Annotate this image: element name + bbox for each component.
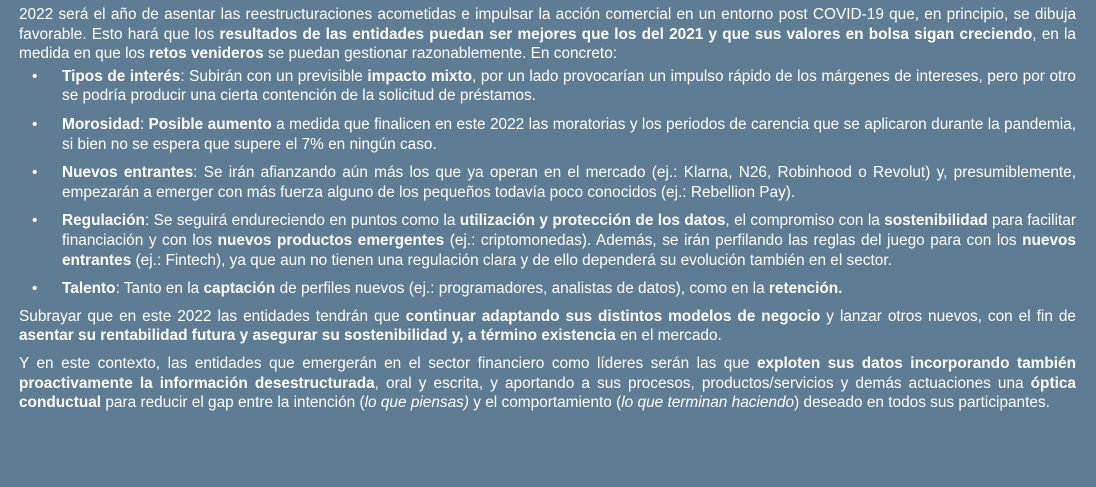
bullet-item-morosidad: • Morosidad: Posible aumento a medida que finalicen en este 2022 las moratorias y los periodos de carencia que se aplicaron durante la pandemia, si bien no se espera que supere el 7% en ningún caso. [32,115,1076,153]
bullet-item-regulacion: • Regulación: Se seguirá endureciendo en puntos como la utilización y protección de los datos, el compromiso con la sostenibilidad para facilitar financiación y con los nuevos productos emergentes (ej.: criptomonedas). Además, se irán perfilando las reglas del juego para con los nuevos entrantes (ej.: Fintech), ya que aun no tienen una regulación clara y de ello dependerá su evolución también en el sector. [32,212,1076,269]
bullet-item-tipos-de-interes: • Tipos de interés: Subirán con un previsible impacto mixto, por un lado provocarían un impulso rápido de los márgenes de intereses, pero por otro se podría producir una cierta contención de la solicitud de préstamos. [32,67,1076,105]
bullet-icon: • [32,67,38,85]
bullet-icon: • [32,280,38,298]
bullet-item-talento: • Talento: Tanto en la captación de perfiles nuevos (ej.: programadores, analistas de datos), como en la retención. [32,280,843,298]
closing-paragraph-1: Subrayar que en este 2022 las entidades tendrán que continuar adaptando sus distintos modelos de negocio y lanzar otros nuevos, con el fin de asentar su rentabilidad futura y asegurar su sostenibilidad y, a término existencia en el mercado. [19,307,1076,345]
bullet-icon: • [32,115,38,133]
intro-paragraph: 2022 será el año de asentar las reestructuraciones acometidas e impulsar la acción comercial en un entorno post COVID-19 que, en principio, se dibuja favorable. Esto hará que los resultados de las entidades puedan ser mejores que los del 2021 y que sus valores en bolsa sigan creciendo, en la medida en que los retos venideros se puedan gestionar razonablemente. En concreto: [19,6,1076,63]
bullet-item-nuevos-entrantes: • Nuevos entrantes: Se irán afianzando aún más los que ya operan en el mercado (ej.: Klarna, N26, Robinhood o Revolut) y, presumiblemente, empezarán a emerger con más fuerza alguno de los pequeños todavía poco conocidos (ej.: Rebellion Pay). [32,164,1076,201]
closing-paragraph-2: Y en este contexto, las entidades que emergerán en el sector financiero como líderes serán las que exploten sus datos incorporando también proactivamente la información desestructurada, oral y escrita, y aportando a sus procesos, productos/servicios y demás actuaciones una óptica conductual para reducir el gap entre la intención (lo que piensas) y el comportamiento (lo que terminan haciendo) deseado en todos sus participantes. [19,354,1076,412]
bullet-icon: • [32,212,38,230]
bullet-icon: • [32,164,38,182]
bullet-list [19,67,1076,299]
